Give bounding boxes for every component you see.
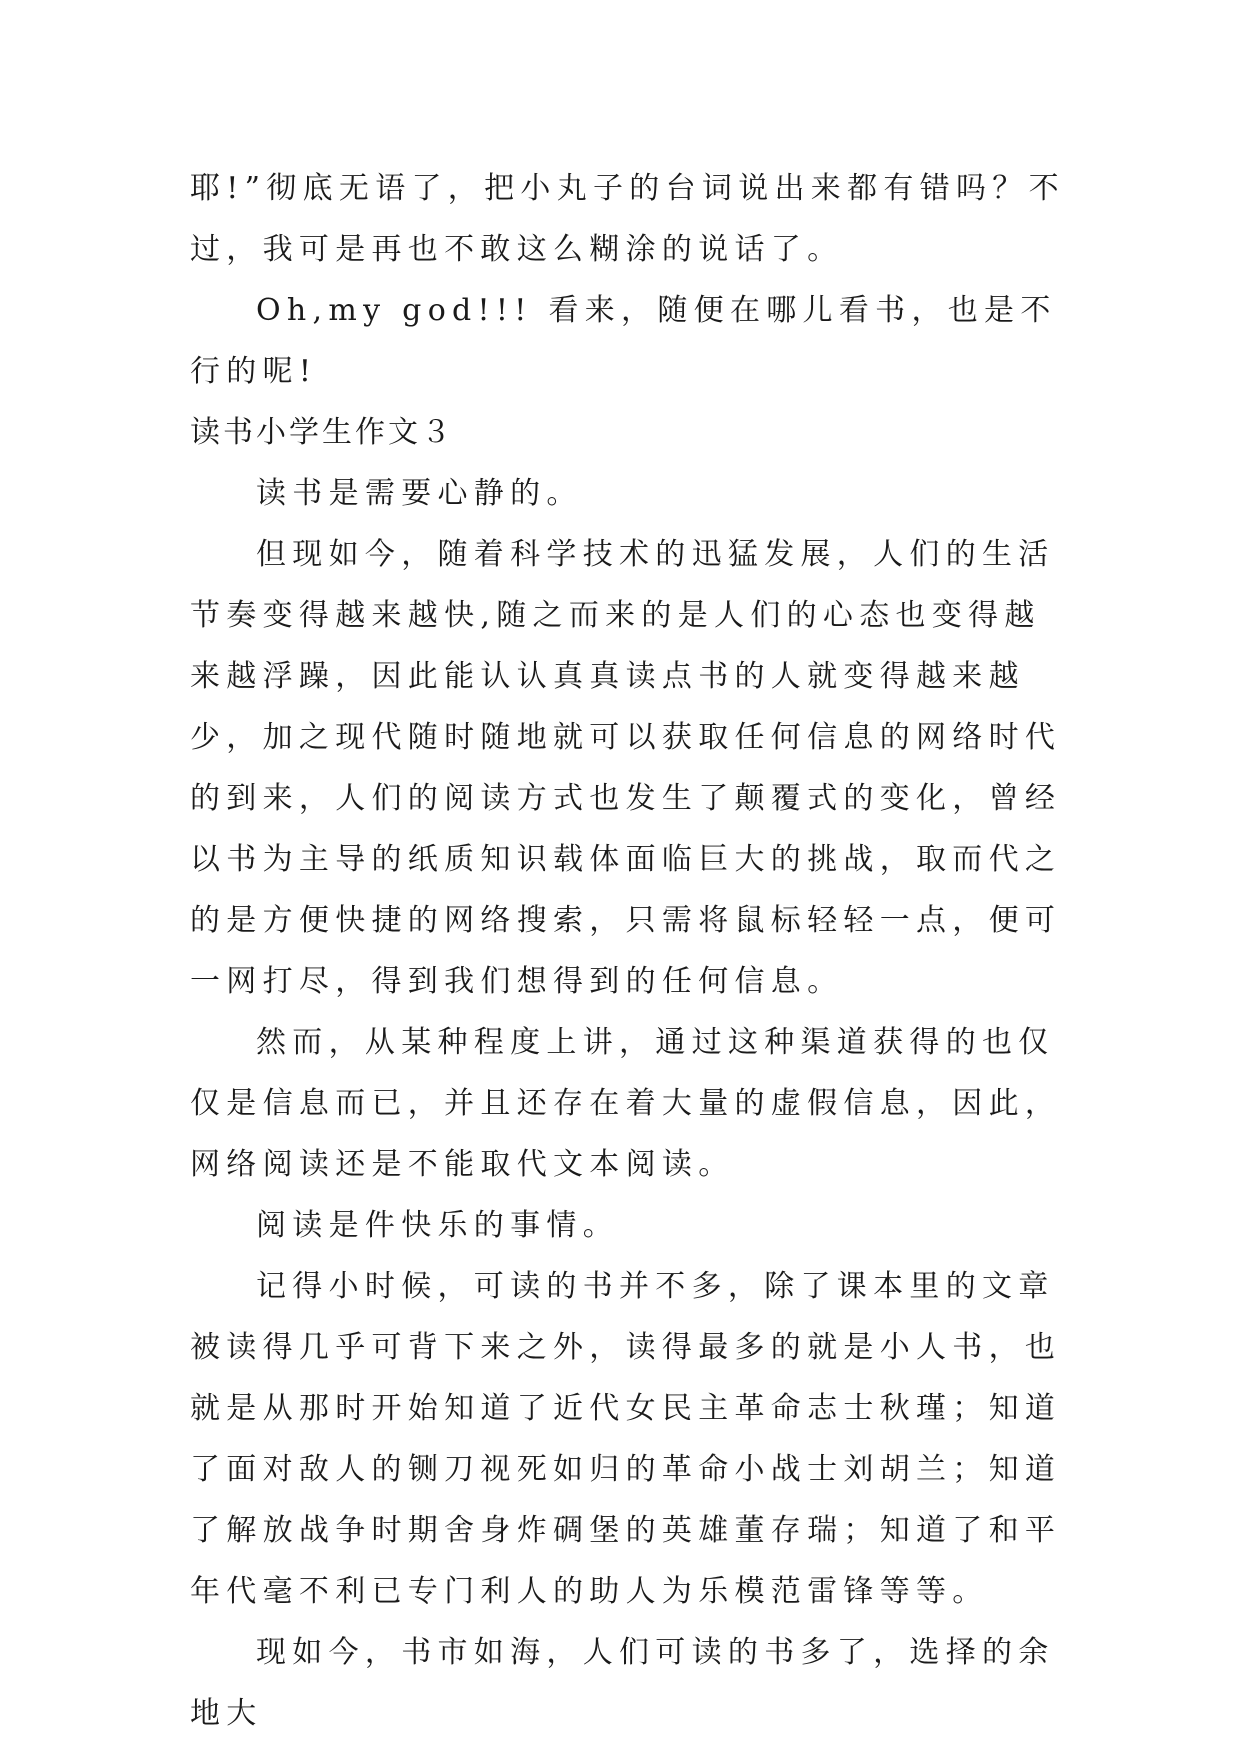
paragraph: 现如今，书市如海，人们可读的书多了，选择的余地大 xyxy=(190,1635,1055,1731)
paragraph: 读书是需要心静的。 xyxy=(256,476,583,511)
paragraph: 记得小时候，可读的书并不多，除了课本里的文章被读得几乎可背下来之外，读得最多的就是小人书，也就是从那时开始知道了近代女民主革命志士秋瑾；知道了面对敌人的铡刀视死如归的革命小战士刘胡兰；知道了解放战争时期舍身炸碉堡的英雄董存瑞；知道了和平年代毫不利已专门利人的助人为乐模范雷锋等等。 xyxy=(190,1269,1062,1609)
section-heading: 读书小学生作文３ xyxy=(190,415,454,450)
document-body xyxy=(190,158,1065,1744)
paragraph: 但现如今，随着科学技术的迅猛发展，人们的生活节奏变得越来越快,随之而来的是人们的心态也变得越来越浮躁，因此能认认真真读点书的人就变得越来越少，加之现代随时随地就可以获取任何信息的网络时代的到来，人们的阅读方式也发生了颠覆式的变化，曾经以书为主导的纸质知识载体面临巨大的挑战，取而代之的是方便快捷的网络搜索，只需将鼠标轻轻一点，便可一网打尽，得到我们想得到的任何信息。 xyxy=(190,537,1062,999)
paragraph: 阅读是件快乐的事情。 xyxy=(256,1208,619,1243)
paragraph: 然而，从某种程度上讲，通过这种渠道获得的也仅仅是信息而已，并且还存在着大量的虚假信息，因此，网络阅读还是不能取代文本阅读。 xyxy=(190,1025,1062,1182)
paragraph: 耶!”彻底无语了，把小丸子的台词说出来都有错吗？不过，我可是再也不敢这么糊涂的说话了。 xyxy=(190,171,1065,267)
paragraph: Oh,my god!!! 看来，随便在哪儿看书，也是不行的呢! xyxy=(190,293,1057,389)
